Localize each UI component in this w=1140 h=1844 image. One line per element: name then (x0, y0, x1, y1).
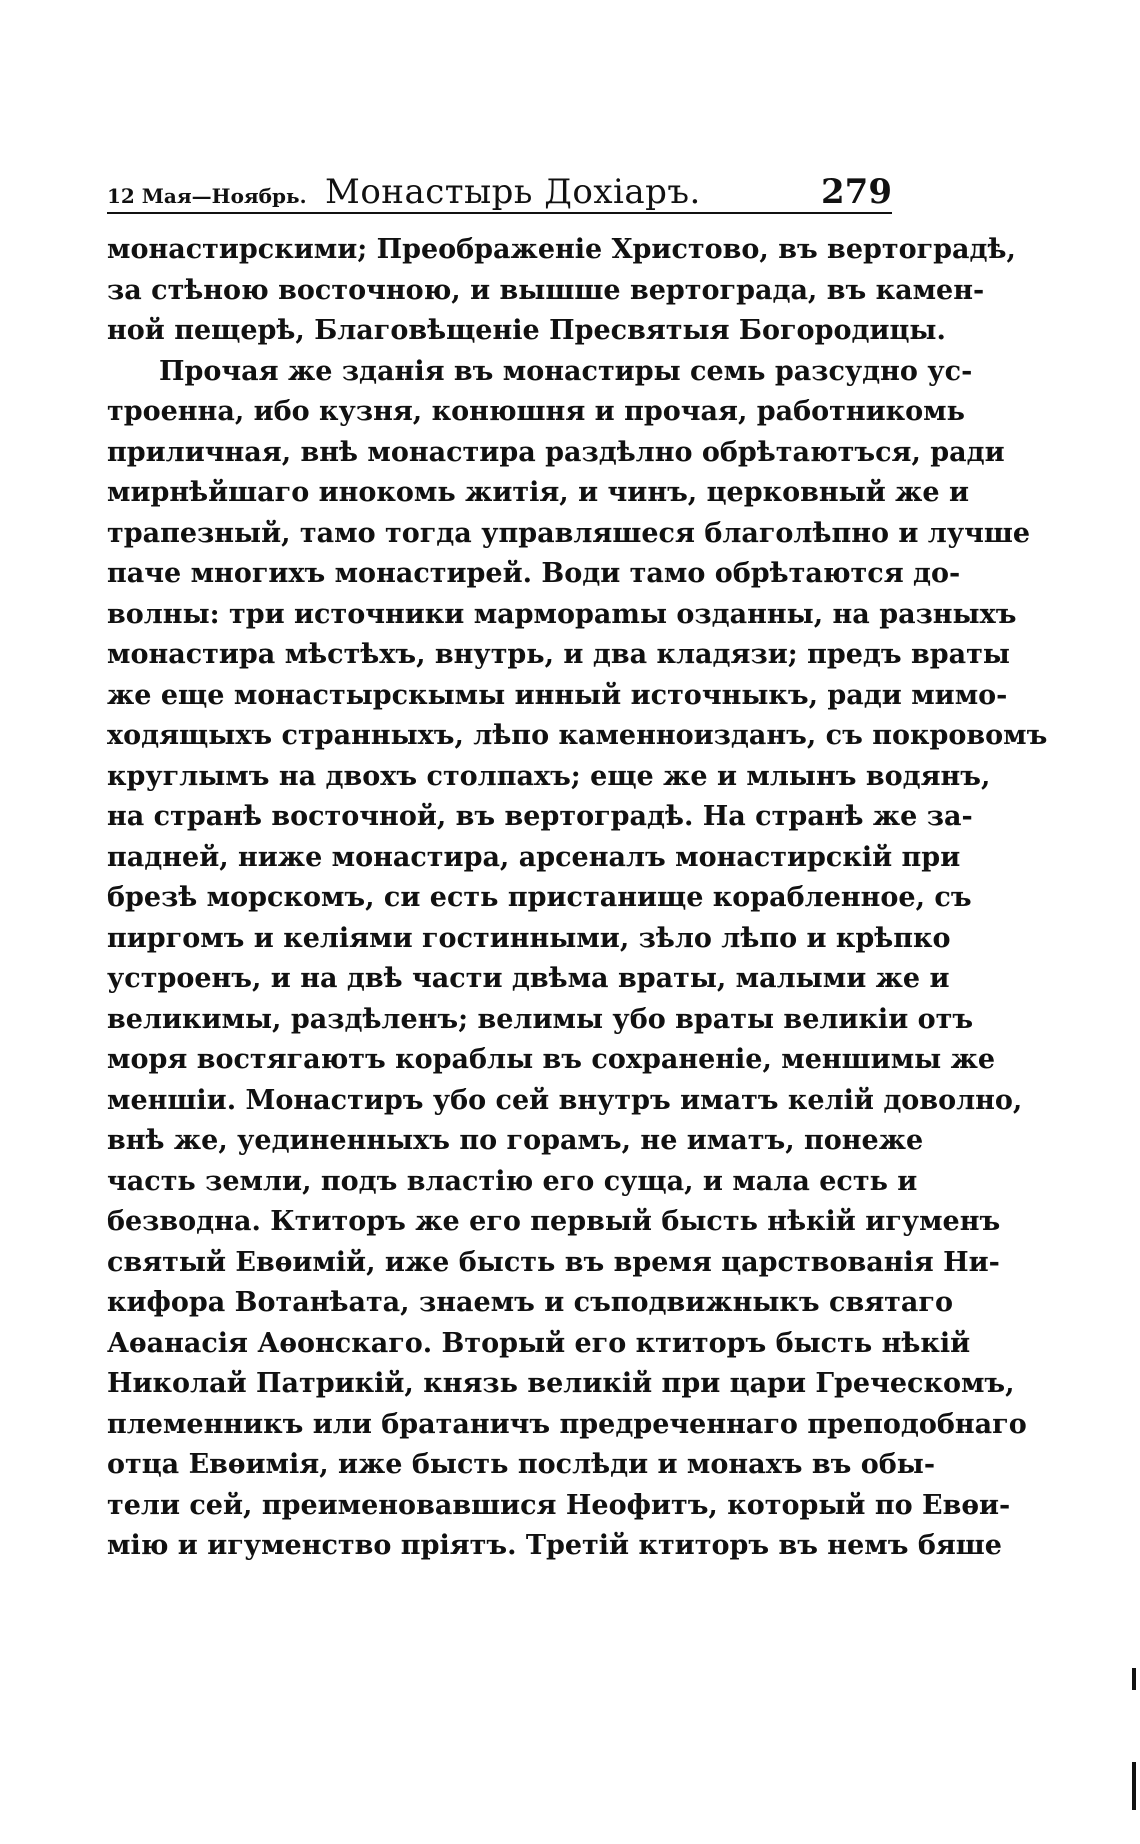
text-line: монастирскими; Преображеніе Христово, въ вертоградѣ, (107, 234, 1016, 265)
text-line: на странѣ восточной, въ вертоградѣ. На странѣ же за- (107, 801, 973, 832)
text-line: ной пещерѣ, Благовѣщеніе Пресвятыя Богородицы. (107, 315, 946, 346)
text-line: Николай Патрикій, князь великій при цари Греческомъ, (107, 1368, 1015, 1399)
text-line: пиргомъ и келіями гостинными, зѣло лѣпо и крѣпко (107, 922, 951, 954)
text-line: приличная, внѣ монастира раздѣлно обрѣтаютъся, ради (107, 436, 1005, 468)
text-line: падней, ниже монастира, арсеналъ монастирскій при (107, 841, 961, 873)
text-line: паче многихъ монастирей. Води тамо обрѣтаются до- (107, 558, 961, 589)
running-head (107, 168, 892, 214)
page-number: 279 (821, 172, 892, 212)
text-line: мирнѣйшаго инокомь житія, и чинъ, церковный же и (107, 477, 969, 508)
header-title: Монастырь Дохіаръ. (325, 172, 701, 212)
text-line: отца Евѳимія, иже бысть послѣди и монахъ въ обы- (107, 1449, 936, 1480)
text-line: за стѣною восточною, и вышше вертограда, въ камен- (107, 274, 985, 306)
body-text (107, 230, 1048, 1567)
text-line: Прочая же зданія въ монастиры семь разсудно ус- (159, 355, 973, 387)
scan-edge-mark (1132, 1668, 1136, 1690)
text-line: монастира мѣстѣхъ, внутрь, и два кладязи; предъ враты (107, 639, 1010, 670)
text-line: же еще монастырскымы инный источныкъ, ради мимо- (107, 679, 1008, 711)
text-line: безводна. Ктиторъ же его первый бысть нѣкій игуменъ (107, 1206, 1001, 1237)
text-line: святый Евѳимій, иже бысть въ время царствованія Ни- (107, 1246, 1000, 1278)
text-line: троенна, ибо кузня, конюшня и прочая, работникомь (107, 396, 965, 427)
text-line: трапезный, тамо тогда управляшеся благолѣпно и лучше (107, 517, 1031, 549)
text-line: внѣ же, уединенныхъ по горамъ, не иматъ, понеже (107, 1125, 924, 1156)
text-line: волны: три источники мармораmы озданны, на разныхъ (107, 598, 1017, 630)
text-line: брезѣ морскомъ, си есть пристанище корабленное, съ (107, 882, 972, 913)
book-page (107, 168, 1048, 1567)
text-line: круглымъ на двохъ столпахъ; еще же и млынъ водянъ, (107, 760, 991, 792)
text-line: ходящыхъ странныхъ, лѣпо каменноизданъ, съ покровомъ (107, 720, 1048, 751)
header-date-range: 12 Мая—Ноябрь. (107, 184, 307, 208)
text-line: тели сей, преименовавшися Неофитъ, который по Евѳи- (107, 1489, 1011, 1521)
text-line: меншіи. Монастиръ убо сей внутръ иматъ келій доволно, (107, 1084, 1023, 1116)
text-line: устроенъ, и на двѣ части двѣма враты, малыми же и (107, 963, 950, 994)
text-line: племенникъ или братаничъ предреченнаго преподобнаго (107, 1408, 1027, 1440)
text-line: кифора Вотанѣата, знаемъ и съподвижныкъ святаго (107, 1287, 953, 1318)
text-line: мію и игуменство пріятъ. Третій ктиторъ въ немъ бяше (107, 1530, 1002, 1561)
text-line: моря востягаютъ кораблы въ сохраненіе, меншимы же (107, 1044, 996, 1075)
text-line: великимы, раздѣленъ; велимы убо враты великіи отъ (107, 1003, 974, 1035)
text-line: часть земли, подъ властію его суща, и мала есть и (107, 1165, 918, 1197)
text-line: Аѳанасія Аѳонскаго. Вторый его ктиторъ бысть нѣкій (107, 1327, 971, 1359)
scan-edge-mark (1132, 1762, 1136, 1810)
